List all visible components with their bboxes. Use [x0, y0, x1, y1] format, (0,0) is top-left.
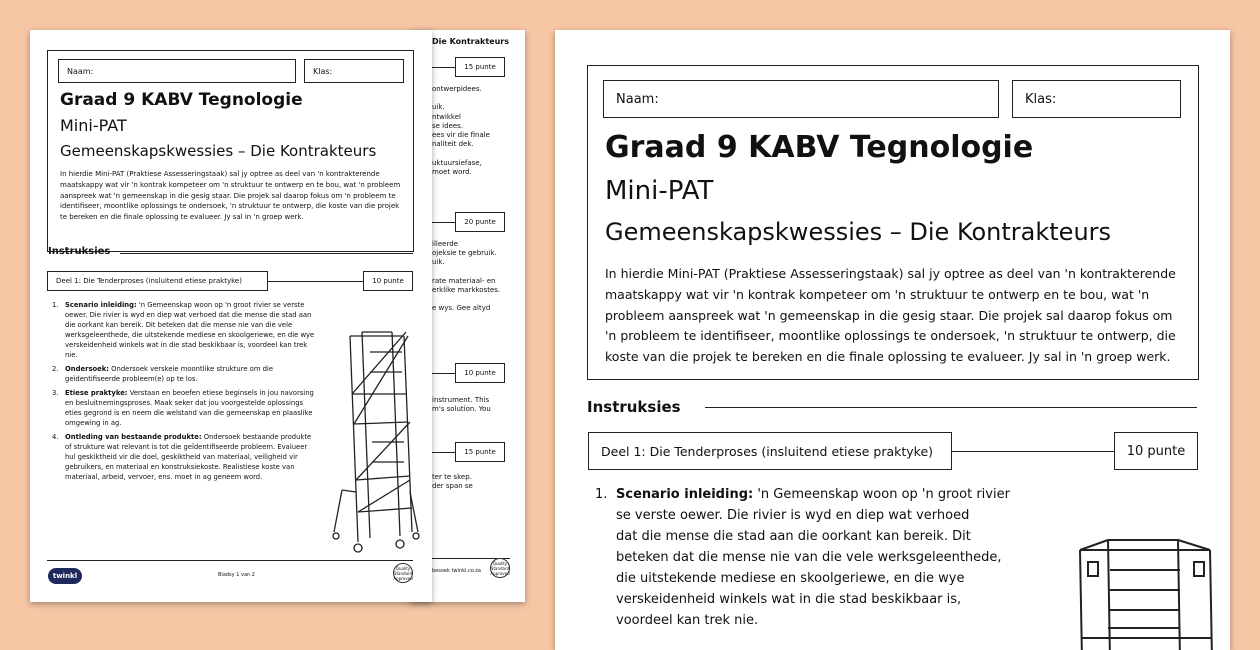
intro-line: koste van die projek te bereken en die finale oplossing te evalueer. Jy sal in 'n groep werk. — [605, 349, 1171, 365]
item4-text: Ondersoek bestaande produkte of strukture wat relevant is tot die geïdentifiseerde probleem. Evalueer hul geskiktheid vir die doel, geskiktheid van materiaal, veiligheid vir gebruikers, en materiaal en konstruksiekoste. Realistiese koste van materiaal, arbeid, vervoer, ens. moet in ag geneem word. — [65, 433, 312, 481]
class-field[interactable] — [304, 59, 404, 83]
class-field-big[interactable] — [1012, 80, 1181, 118]
twinkl-logo: twinkl — [48, 568, 82, 584]
quality-badge: Quality Standard Approved — [393, 563, 413, 583]
back-footer-url: besoek twinkl.co.za — [432, 568, 481, 574]
back-text-block-4: ter te skep. der span se — [432, 473, 473, 491]
back-text-block-1: ontwerpidees. uik. ntwikkel se idees. ees vir die finale naliteit dek. uktuursiefase, moet word. — [432, 85, 490, 176]
item3-text: Verstaan en beoefen etiese beginsels in jou navorsing en besluitnemingsproses. Maak seker dat jou voorgestelde oplossings eties gegrond is en neem die welstand van die gemeenskap en plaaslike omgewing in ag. — [65, 389, 314, 427]
back-points-box-1: 15 punte — [455, 57, 505, 77]
item4-label: Ontleding van bestaande produkte: — [65, 433, 202, 441]
worksheet-subtitle-2: Gemeenskapskwessies – Die Kontrakteurs — [60, 142, 377, 160]
intro-line: maatskappy wat vir 'n kontrak kompeteer om 'n struktuur te ontwerp en te bou, wat 'n — [605, 286, 1150, 302]
back-points-box-3: 10 punte — [455, 363, 505, 383]
list-number: 1. — [595, 487, 608, 502]
class-label: Klas: — [313, 66, 333, 76]
name-field-big[interactable] — [603, 80, 999, 118]
name-field[interactable] — [58, 59, 296, 83]
name-label: Naam: — [67, 66, 94, 76]
item1-line: voordeel kan trek nie. — [616, 613, 759, 628]
item1-label-big: Scenario inleiding: — [616, 487, 754, 502]
list-number: 2. — [52, 365, 59, 373]
part1-connector-line — [268, 281, 363, 282]
list-item — [48, 364, 316, 384]
instructions-rule-big — [705, 407, 1197, 408]
back-divider-4 — [432, 452, 455, 453]
item1-line: die uitstekende mediese en skoolgeriewe, en die wye — [616, 571, 965, 586]
instructions-heading-big: Instruksies — [587, 398, 681, 416]
item1-label: Scenario inleiding: — [65, 301, 137, 309]
list-item — [48, 432, 316, 482]
back-divider-1 — [432, 67, 455, 68]
class-label-big: Klas: — [1025, 91, 1057, 107]
instructions-rule — [120, 253, 413, 254]
name-label-big: Naam: — [616, 91, 659, 107]
worksheet-title: Graad 9 KABV Tegnologie — [60, 90, 303, 110]
instruction-list-big — [595, 484, 1015, 631]
back-text-block-3: instrument. This m's solution. You — [432, 396, 491, 414]
back-divider-2 — [432, 222, 455, 223]
footer-line — [47, 560, 413, 561]
list-item-big — [595, 484, 1015, 631]
back-points-box-2: 20 punte — [455, 212, 505, 232]
back-divider-3 — [432, 373, 455, 374]
intro-paragraph: In hierdie Mini-PAT (Praktiese Assesseringstaak) sal jy optree as deel van 'n kontrakterende maatskappy wat vir 'n kontrak kompeteer om 'n struktuur te ontwerp en te bou, wat 'n probleem aanspreek wat 'n gemeenskap in die gesig staar. Die projek sal daarop fokus om 'n probleem te identifiseer, moontlike oplossings te ondersoek, 'n struktuur te ontwerp, die koste van die projek te bereken en die finale oplossing te evalueer. Jy sal in 'n groep werk. — [60, 170, 401, 222]
item2-text: Ondersoek verskeie moontlike strukture om die geïdentifiseerde probleem(e) op te los. — [65, 365, 274, 383]
item1-line: dat die mense die stad aan die oorkant kan bereik. Dit — [616, 529, 971, 544]
item1-line: se verste oewer. Die rivier is wyd en diep wat verhoed — [616, 508, 970, 523]
part1-points-box: 10 punte — [363, 271, 413, 291]
scaffolding-illustration — [322, 322, 420, 558]
item1-line: beteken dat die mense nie van die vele werksgeleenthede, — [616, 550, 1002, 565]
list-item — [48, 300, 316, 360]
item1-text: 'n Gemeenskap woon op 'n groot rivier se verste oewer. Die rivier is wyd en diep wat verhoed dat die mense die stad aan die oorkant kan bereik. Dit beteken dat die mense nie van die vele werksgeleenthede, die uitstekende mediese en skoolgeriewe, en die wye verskeidenheid winkels wat in die stad beskikbaar is, voordeel kan trek nie. — [65, 301, 315, 359]
intro-line: probleem aanspreek wat 'n gemeenskap in die gesig staar. Die projek sal daarop fokus om — [605, 307, 1173, 323]
zoomed-worksheet-page — [555, 30, 1230, 650]
list-number: 4. — [52, 433, 59, 441]
back-page-heading: Die Kontrakteurs — [432, 37, 509, 46]
item3-label: Etiese praktyke: — [65, 389, 128, 397]
item2-label: Ondersoek: — [65, 365, 110, 373]
intro-paragraph-big — [605, 264, 1176, 368]
worksheet-subtitle: Mini-PAT — [60, 116, 127, 135]
back-text-block-2: illeerde ojeksie te gebruik. uik. rate materiaal- en erklike markkostes. e wys. Gee altyd — [432, 240, 501, 313]
instructions-heading: Instruksies — [48, 246, 111, 257]
list-number: 1. — [52, 301, 59, 309]
part1-label-box: Deel 1: Die Tenderproses (insluitend etiese praktyke) — [47, 271, 268, 291]
item1-line: verskeidenheid winkels wat in die stad beskikbaar is, — [616, 592, 962, 607]
back-quality-badge: Quality Standard Approved — [490, 558, 510, 578]
list-item — [48, 388, 316, 428]
scaffolding-illustration-big — [1060, 510, 1230, 650]
small-worksheet-page — [30, 30, 432, 602]
item1-first-line-big: 'n Gemeenskap woon op 'n groot rivier — [753, 487, 1010, 502]
worksheet-subtitle-big: Mini-PAT — [605, 176, 714, 206]
worksheet-subtitle-2-big: Gemeenskapskwessies – Die Kontrakteurs — [605, 218, 1112, 246]
back-points-box-4: 15 punte — [455, 442, 505, 462]
intro-line: 'n probleem te identifiseer, moontlike oplossings te ondersoek, 'n struktuur te ontwerp, die — [605, 328, 1176, 344]
part1-label-box-big: Deel 1: Die Tenderproses (insluitend etiese praktyke) — [588, 432, 952, 470]
worksheet-title-big: Graad 9 KABV Tegnologie — [605, 130, 1034, 165]
instruction-list — [48, 300, 316, 482]
list-number: 3. — [52, 389, 59, 397]
intro-line: In hierdie Mini-PAT (Praktiese Assesseringstaak) sal jy optree as deel van 'n kontrakterende — [605, 266, 1176, 281]
part1-connector-line-big — [952, 451, 1114, 452]
page-number: Bladsy 1 van 2 — [218, 572, 255, 578]
part1-points-box-big: 10 punte — [1114, 432, 1198, 470]
